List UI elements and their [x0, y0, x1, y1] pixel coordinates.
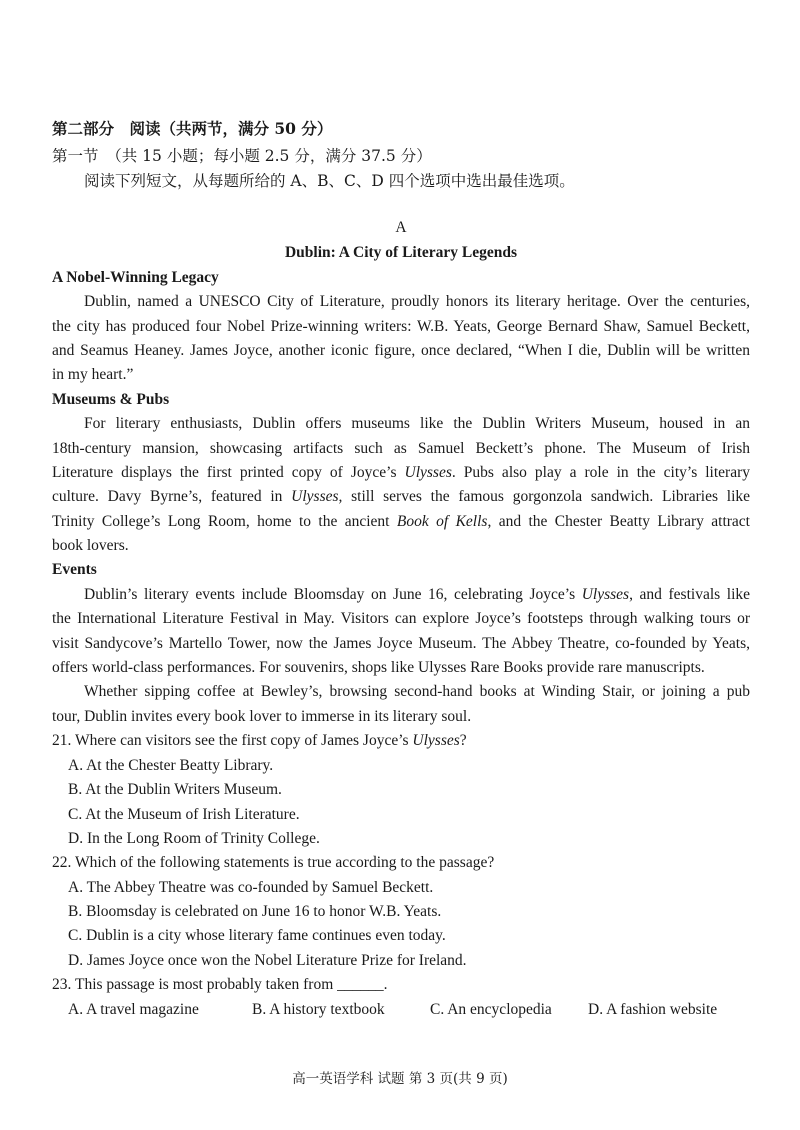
paragraph-line: book lovers. [52, 537, 129, 554]
book-title: Book of Kells [396, 513, 488, 530]
paragraph-line [52, 463, 750, 483]
paragraph-line: and Seamus Heaney. James Joyce, another iconic figure, once declared, “When I die, Dublin will be written [52, 342, 750, 359]
section-heading-events: Events [52, 561, 97, 578]
text-run: still serves the famous gorgonzola sandwich. Libraries like [342, 488, 750, 505]
paragraph-line [52, 585, 750, 605]
section-heading-nobel: A Nobel-Winning Legacy [52, 269, 219, 286]
option-23a[interactable]: A. A travel magazine [68, 1001, 199, 1018]
paragraph-line: offers world-class performances. For souvenirs, shops like Ulysses Rare Books provide rare manuscripts. [52, 659, 705, 676]
book-title: Ulysses, [291, 488, 343, 505]
paragraph-line: 18th-century mansion, showcasing artifacts such as Samuel Beckett’s phone. The Museum of Irish [52, 440, 750, 457]
paragraph-line: the International Literature Festival in May. Visitors can explore Joyce’s footsteps through walking tours or [52, 610, 750, 627]
option-21c[interactable]: C. At the Museum of Irish Literature. [68, 806, 300, 823]
book-title: Ulysses [581, 586, 630, 603]
option-23d[interactable]: D. A fashion website [588, 1001, 718, 1018]
paragraph-line: in my heart.” [52, 366, 134, 383]
text-run: 21. Where can visitors see the first copy of James Joyce’s [52, 732, 413, 749]
book-title: Ulysses [404, 464, 452, 481]
text-run: . Pubs also play a role in the city’s literary [451, 464, 750, 481]
passage-letter: A [395, 219, 407, 236]
part-title: 第二部分 阅读（共两节，满分 50 分） [52, 119, 333, 138]
question-23-options [52, 1000, 750, 1020]
option-23c[interactable]: C. An encyclopedia [430, 1001, 552, 1018]
paragraph-line: visit Sandycove’s Martello Tower, now the James Joyce Museum. The Abbey Theatre, co-founded by Yeats, [52, 635, 750, 652]
passage-title: Dublin: A City of Literary Legends [284, 244, 518, 261]
paragraph-line: tour, Dublin invites every book lover to immerse in its literary soul. [52, 708, 472, 725]
section-heading-museums: Museums & Pubs [52, 391, 170, 408]
text-run: , and festivals like [629, 586, 750, 603]
section-title: 第一节 （共 15 小题；每小题 2.5 分，满分 37.5 分） [52, 147, 432, 165]
option-21d[interactable]: D. In the Long Room of Trinity College. [68, 830, 320, 847]
option-21b[interactable]: B. At the Dublin Writers Museum. [68, 781, 282, 798]
option-22d[interactable]: D. James Joyce once won the Nobel Literature Prize for Ireland. [68, 952, 467, 969]
text-run: culture. Davy Byrne’s, featured in [52, 488, 292, 505]
paragraph-line: Whether sipping coffee at Bewley’s, browsing second-hand books at Winding Stair, or joining a pub [84, 683, 750, 700]
text-run: ? [459, 732, 467, 749]
question-22-stem: 22. Which of the following statements is true according to the passage? [52, 854, 495, 871]
question-23-stem: 23. This passage is most probably taken from ______. [52, 976, 388, 993]
paragraph-line: Dublin, named a UNESCO City of Literature, proudly honors its literary heritage. Over the centuries, [84, 293, 750, 310]
text-run: Trinity College’s Long Room, home to the ancient [52, 513, 397, 530]
book-title: Ulysses [412, 732, 460, 749]
instructions: 阅读下列短文，从每题所给的 A、B、C、D 四个选项中选出最佳选项。 [84, 172, 575, 190]
paragraph-line: the city has produced four Nobel Prize-winning writers: W.B. Yeats, George Bernard Shaw, Samuel Beckett, [52, 318, 750, 335]
text-run: Dublin’s literary events include Bloomsday on June 16, celebrating Joyce’s [84, 586, 582, 603]
question-21-stem [52, 731, 750, 751]
text-run: Literature displays the first printed copy of Joyce’s [52, 464, 405, 481]
paragraph-line: For literary enthusiasts, Dublin offers museums like the Dublin Writers Museum, housed in an [84, 415, 750, 432]
text-run: , and the Chester Beatty Library attract [487, 513, 750, 530]
page-footer: 高一英语学科 试题 第 3 页(共 9 页) [292, 1071, 508, 1087]
option-21a[interactable]: A. At the Chester Beatty Library. [68, 757, 274, 774]
paragraph-line [52, 487, 750, 507]
option-22c[interactable]: C. Dublin is a city whose literary fame continues even today. [68, 927, 446, 944]
option-22a[interactable]: A. The Abbey Theatre was co-founded by Samuel Beckett. [68, 879, 434, 896]
option-22b[interactable]: B. Bloomsday is celebrated on June 16 to honor W.B. Yeats. [68, 903, 442, 920]
paragraph-line [52, 512, 750, 532]
option-23b[interactable]: B. A history textbook [252, 1001, 385, 1018]
